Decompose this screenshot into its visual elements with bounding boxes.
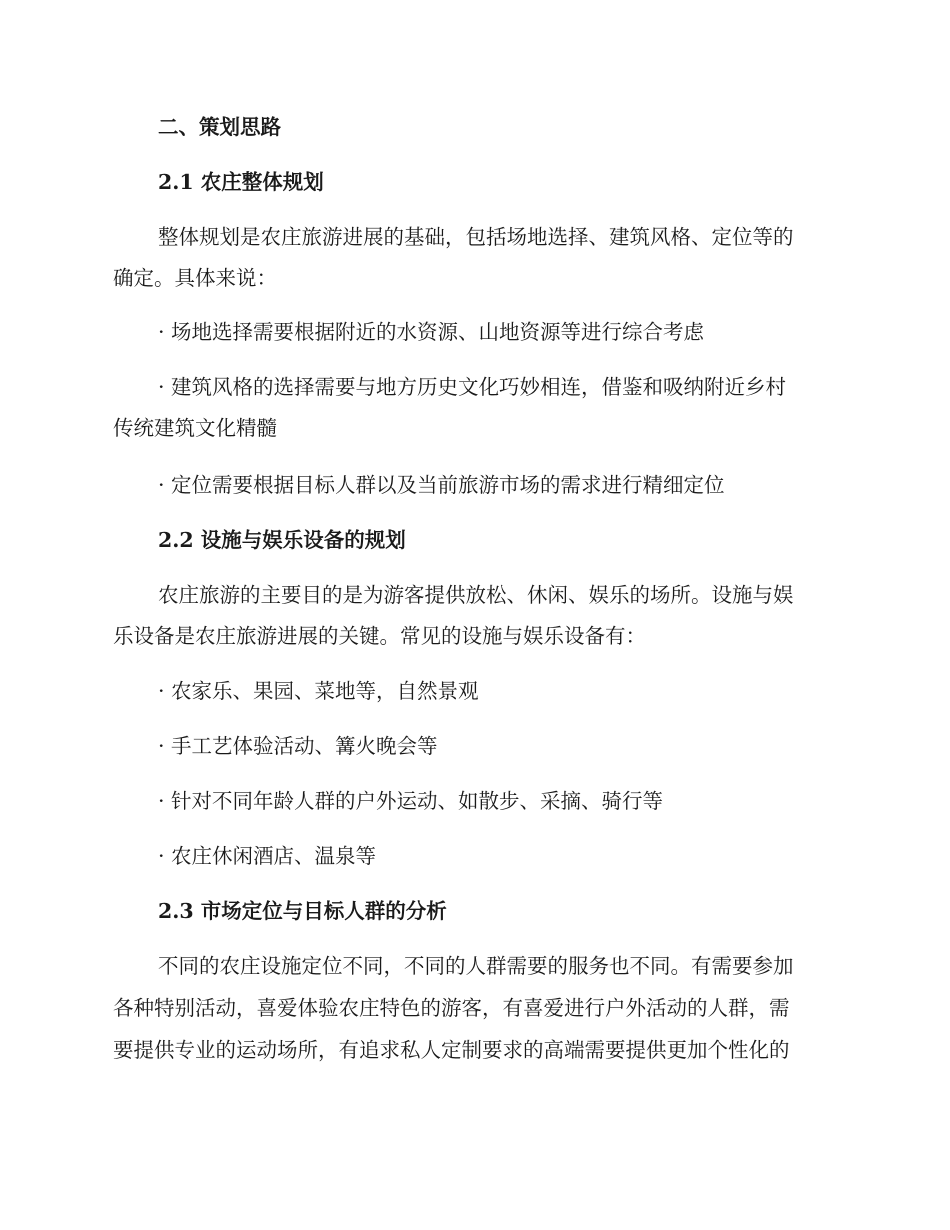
paragraph-2-2-line-1: 农庄旅游的主要目的是为游客提供放松、休闲、娱乐的场所。设施与娱 xyxy=(158,583,794,607)
paragraph-2-1-line-1: 整体规划是农庄旅游进展的基础，包括场地选择、建筑风格、定位等的 xyxy=(158,225,794,249)
bullet-2-2-2: · 手工艺体验活动、篝火晚会等 xyxy=(158,734,438,758)
paragraph-2-2-line-2: 乐设备是农庄旅游进展的关键。常见的设施与娱乐设备有： xyxy=(113,624,646,648)
section-title: 二、策划思路 xyxy=(158,115,281,139)
paragraph-2-1-line-2: 确定。具体来说： xyxy=(113,266,277,290)
paragraph-2-3-line-2: 各种特别活动，喜爱体验农庄特色的游客，有喜爱进行户外活动的人群，需 xyxy=(113,996,790,1020)
bullet-2-1-3: · 定位需要根据目标人群以及当前旅游市场的需求进行精细定位 xyxy=(158,473,725,497)
bullet-2-1-2-line-2: 传统建筑文化精髓 xyxy=(113,416,277,440)
heading-2-1: 2.1 农庄整体规划 xyxy=(158,170,324,194)
heading-2-3: 2.3 市场定位与目标人群的分析 xyxy=(158,899,447,923)
heading-2-2: 2.2 设施与娱乐设备的规划 xyxy=(158,528,406,552)
bullet-2-1-2-line-1: · 建筑风格的选择需要与地方历史文化巧妙相连，借鉴和吸纳附近乡村 xyxy=(158,375,787,399)
bullet-2-2-4: · 农庄休闲酒店、温泉等 xyxy=(158,844,377,868)
paragraph-2-3-line-1: 不同的农庄设施定位不同，不同的人群需要的服务也不同。有需要参加 xyxy=(158,954,794,978)
paragraph-2-3-line-3: 要提供专业的运动场所，有追求私人定制要求的高端需要提供更加个性化的 xyxy=(113,1038,790,1062)
bullet-2-2-3: · 针对不同年龄人群的户外运动、如散步、采摘、骑行等 xyxy=(158,789,664,813)
bullet-2-1-1: · 场地选择需要根据附近的水资源、山地资源等进行综合考虑 xyxy=(158,320,705,344)
bullet-2-2-1: · 农家乐、果园、菜地等，自然景观 xyxy=(158,679,479,703)
